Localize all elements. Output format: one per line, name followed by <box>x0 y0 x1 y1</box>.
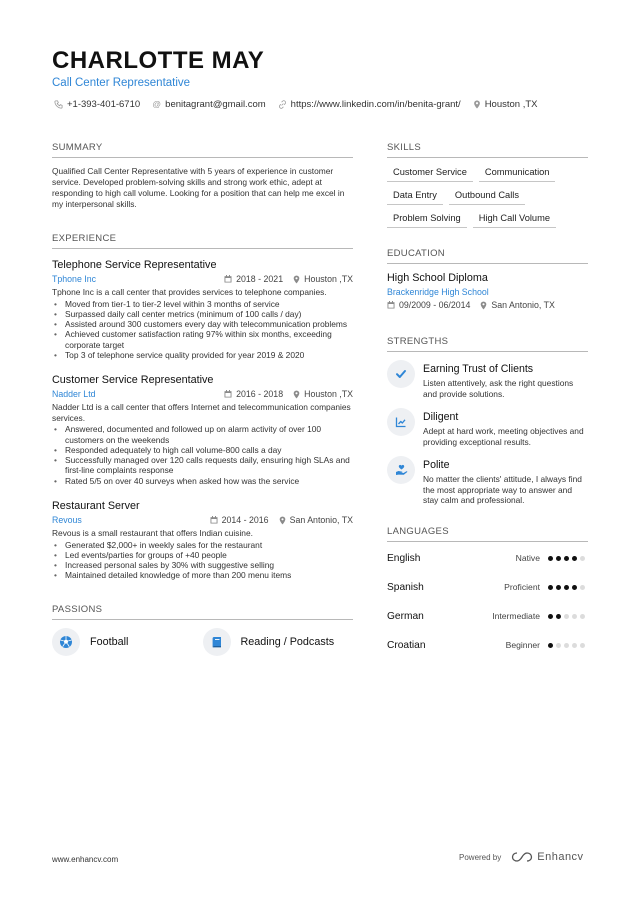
language-level: Beginner <box>505 640 540 650</box>
edu-school: Brackenridge High School <box>387 287 489 297</box>
languages-list <box>387 544 588 660</box>
job-dates: 2016 - 2018 <box>236 389 284 400</box>
proficiency-dot-empty <box>572 643 577 648</box>
summary-text: Qualified Call Center Representative with 5 years of experience in customer service. Developed problem-solving skills and strong work ethic, adept at responding to high call volume. Looking for a position that can help me excel in my interpersonal skills. <box>52 166 345 209</box>
job-company: Revous <box>52 515 82 526</box>
education-section <box>387 248 588 310</box>
job-company: Tphone Inc <box>52 274 97 284</box>
proficiency-dots <box>548 585 585 590</box>
job-entry <box>52 259 353 360</box>
passions-section <box>52 604 353 656</box>
language-name: German <box>387 610 424 622</box>
job-bullet: • Achieved customer satisfaction rating 97% within six months, exceeding corporate target <box>52 329 353 350</box>
edu-degree: High School Diploma <box>387 272 488 284</box>
contact-linkedin-text: https://www.linkedin.com/in/benita-grant/ <box>290 99 461 110</box>
job-bullets <box>52 540 353 581</box>
language-level: Intermediate <box>492 611 540 621</box>
skills-list <box>387 166 588 228</box>
proficiency-dot-filled <box>564 556 569 561</box>
language-level: Proficient <box>504 582 540 592</box>
strength-desc: No matter the clients' attitude, I always find the most appropriate way to answer and stay calm and professional. <box>423 474 582 505</box>
proficiency-dot-filled <box>556 585 561 590</box>
job-location: San Antonio, TX <box>289 515 353 526</box>
job-entry <box>52 374 353 486</box>
footer-branding <box>459 851 584 863</box>
language-row <box>387 631 588 660</box>
language-row <box>387 573 588 602</box>
language-row <box>387 544 588 573</box>
proficiency-dot-empty <box>572 614 577 619</box>
checkmark-icon <box>387 360 415 388</box>
passion-item <box>52 628 203 656</box>
strength-title: Earning Trust of Clients <box>423 363 534 375</box>
job-dates: 2018 - 2021 <box>236 274 284 284</box>
job-entry <box>52 500 353 581</box>
experience-heading: EXPERIENCE <box>52 233 353 249</box>
passions-heading: PASSIONS <box>52 604 353 620</box>
job-company: Nadder Ltd <box>52 389 96 400</box>
proficiency-dot-empty <box>564 614 569 619</box>
strengths-heading: STRENGTHS <box>387 336 588 352</box>
powered-by-label: Powered by <box>459 852 502 862</box>
skill-tag: Problem Solving <box>387 212 467 228</box>
contact-location <box>473 99 538 110</box>
strength-item <box>387 363 588 399</box>
language-name: Croatian <box>387 639 426 651</box>
job-bullets <box>52 299 353 361</box>
proficiency-dot-filled <box>556 614 561 619</box>
passion-item <box>203 628 354 656</box>
footer-website-link[interactable]: www.enhancv.com <box>52 855 119 864</box>
proficiency-dot-empty <box>556 643 561 648</box>
language-row <box>387 602 588 631</box>
proficiency-dot-empty <box>580 556 585 561</box>
candidate-name: CHARLOTTE MAY <box>52 47 265 74</box>
proficiency-dot-filled <box>548 585 553 590</box>
strength-title: Polite <box>423 459 450 471</box>
job-description: Revous is a small restaurant that offers Indian cuisine. <box>52 528 253 539</box>
calendar-icon <box>387 301 395 309</box>
job-bullet: • Maintained detailed knowledge of more than 200 menu items <box>52 570 353 580</box>
skill-tag: Outbound Calls <box>449 189 525 205</box>
location-icon <box>293 390 300 399</box>
job-bullet: • Rated 5/5 on over 40 surveys when asked how was the service <box>52 476 353 486</box>
languages-heading: LANGUAGES <box>387 526 588 542</box>
proficiency-dot-empty <box>580 585 585 590</box>
skill-tag: High Call Volume <box>473 212 556 228</box>
proficiency-dot-filled <box>548 556 553 561</box>
job-location: Houston ,TX <box>304 274 353 284</box>
job-bullet: • Increased personal sales by 30% with suggestive selling <box>52 560 353 570</box>
language-level: Native <box>515 553 540 563</box>
skills-heading: SKILLS <box>387 142 588 158</box>
candidate-title: Call Center Representative <box>52 77 191 89</box>
phone-icon <box>54 100 63 109</box>
summary-heading: SUMMARY <box>52 142 353 158</box>
job-bullet: • Top 3 of telephone service quality provided for year 2019 & 2020 <box>52 350 353 360</box>
edu-location: San Antonio, TX <box>491 300 555 310</box>
summary-section <box>52 142 353 210</box>
calendar-icon <box>224 275 232 283</box>
language-name: English <box>387 552 421 564</box>
experience-section <box>52 233 353 581</box>
strength-item <box>387 411 588 447</box>
chart-icon <box>387 408 415 436</box>
left-column <box>52 142 353 656</box>
skill-tag: Customer Service <box>387 166 473 182</box>
contact-phone[interactable] <box>54 99 140 110</box>
language-name: Spanish <box>387 581 424 593</box>
job-dates: 2014 - 2016 <box>221 515 269 526</box>
proficiency-dot-filled <box>572 556 577 561</box>
skills-section <box>387 142 588 228</box>
proficiency-dot-filled <box>548 643 553 648</box>
skill-tag: Communication <box>479 166 556 182</box>
job-title: Telephone Service Representative <box>52 259 217 271</box>
calendar-icon <box>210 516 218 524</box>
job-bullet: • Successfully managed over 120 calls requests daily, ensuring high SLAs and first-line complaints response <box>52 455 353 476</box>
job-bullet: • Moved from tier-1 to tier-2 level within 3 months of service <box>52 299 353 309</box>
proficiency-dot-filled <box>556 556 561 561</box>
education-heading: EDUCATION <box>387 248 588 264</box>
contact-email-text: benitagrant@gmail.com <box>165 99 266 110</box>
brand-logo-icon <box>511 851 533 863</box>
brand-logo[interactable] <box>511 851 583 863</box>
proficiency-dots <box>548 643 585 648</box>
location-icon <box>473 100 481 109</box>
contact-linkedin[interactable] <box>278 99 461 110</box>
job-bullet: • Led events/parties for groups of +40 people <box>52 550 353 560</box>
contact-email[interactable] <box>152 99 265 110</box>
proficiency-dot-empty <box>564 643 569 648</box>
proficiency-dot-filled <box>564 585 569 590</box>
passion-label: Reading / Podcasts <box>240 635 335 648</box>
proficiency-dot-filled <box>572 585 577 590</box>
proficiency-dot-filled <box>548 614 553 619</box>
job-location: Houston ,TX <box>304 389 353 400</box>
strength-desc: Listen attentively, ask the right questions and provide solutions. <box>423 378 574 399</box>
proficiency-dots <box>548 614 585 619</box>
edu-dates: 09/2009 - 06/2014 <box>399 300 471 310</box>
job-description: Nadder Ltd is a call center that offers Internet and telecommunication companies services. <box>52 402 351 423</box>
contact-phone-text: +1-393-401-6710 <box>67 99 141 110</box>
right-column <box>387 142 588 660</box>
football-icon <box>52 628 80 656</box>
location-icon <box>279 516 286 525</box>
languages-section <box>387 526 588 660</box>
job-title: Restaurant Server <box>52 500 140 513</box>
strength-item <box>387 459 588 506</box>
passion-label: Football <box>90 635 129 648</box>
job-bullet: • Generated $2,000+ in weekly sales for the restaurant <box>52 540 353 550</box>
job-title: Customer Service Representative <box>52 374 214 387</box>
proficiency-dot-empty <box>580 643 585 648</box>
hand-heart-icon <box>387 456 415 484</box>
book-icon <box>203 628 231 656</box>
contact-bar <box>54 99 538 110</box>
strength-desc: Adept at hard work, meeting objectives and providing exceptional results. <box>423 426 584 447</box>
proficiency-dots <box>548 556 585 561</box>
job-bullets <box>52 424 353 486</box>
strength-title: Diligent <box>423 411 459 423</box>
job-bullet: • Assisted around 300 customers every day with telecommunication problems <box>52 319 353 329</box>
job-description: Tphone Inc is a call center that provides services to telephone companies. <box>52 287 327 297</box>
calendar-icon <box>224 390 232 398</box>
job-bullet: • Responded adequately to high call volume-800 calls a day <box>52 445 353 455</box>
contact-location-text: Houston ,TX <box>484 99 538 110</box>
at-icon: @ <box>152 99 161 109</box>
location-icon <box>293 275 300 284</box>
proficiency-dot-empty <box>580 614 585 619</box>
strengths-section <box>387 336 588 506</box>
link-icon <box>278 100 287 109</box>
location-icon <box>480 301 487 310</box>
job-bullet: • Surpassed daily call center metrics (minimum of 100 calls / day) <box>52 309 353 319</box>
brand-name: Enhancv <box>537 851 584 863</box>
skill-tag: Data Entry <box>387 189 443 205</box>
job-bullet: • Answered, documented and followed up on alarm activity of over 100 customers on the weekends <box>52 424 353 445</box>
